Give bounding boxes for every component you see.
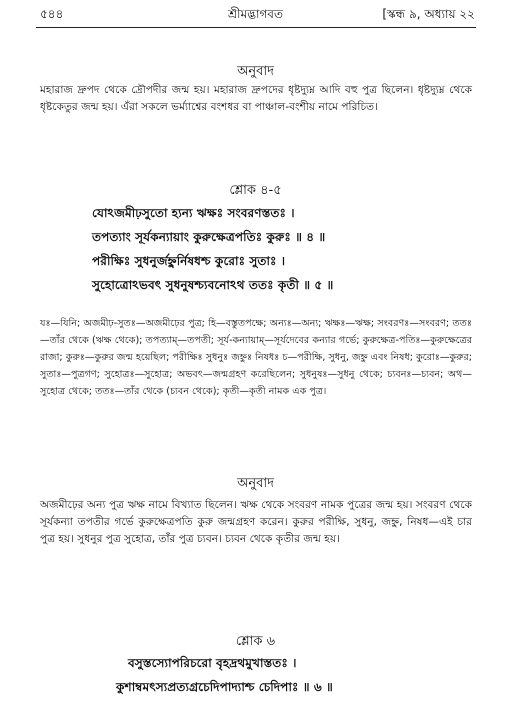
page-number: ৫৪৪: [40, 7, 64, 21]
translation-heading-2: অনুবাদ: [237, 476, 274, 491]
running-title: শ্রীমদ্ভাগবত: [227, 7, 283, 21]
chapter-reference: [স্কন্ধ ৯, অধ্যায় ২২: [382, 7, 475, 21]
header-rule: [36, 27, 476, 28]
verse-line-1: যোঽজমীঢ়সুতো হ্যন্য ঋক্ষঃ সংবরণস্ততঃ ।: [92, 206, 295, 220]
verse-heading-4-5: শ্লোক ৪-৫: [229, 183, 282, 198]
translation-text-1: মহারাজ দ্রুপদ থেকে দ্রৌপদীর জন্ম হয়। মহারাজ দ্রুপদের ধৃষ্টদ্যুম্ন আদি বহু পুত্র ছিলেন। ধৃষ্টদ্যুম্ন থেকে ধৃষ্টকেতুর জন্ম হয়। এঁরা সকলে ভর্ম্যাশ্বের বংশধর বা পাঞ্চাল-বংশীয় নামে পরিচিত।: [40, 84, 472, 113]
translation-heading-1: অনুবাদ: [237, 64, 274, 79]
word-for-word-synonyms: যঃ—যিনি; অজমীঢ়-সুতঃ—অজমীঢ়ের পুত্র; হি—বস্তুতপক্ষে; অন্যঃ—অন্য; ঋক্ষঃ—ঋক্ষ; সংবরণঃ—সংবরণ; ততঃ—তাঁর থেকে (ঋক্ষ থেকে); তপত্যাম্—তপতী; সূর্য-কন্যায়াম্—সূর্যদেবের কন্যার গর্ভে; কুরুক্ষেত্র-পতিঃ—কুরুক্ষেত্রের রাজা; কুরুঃ—কুরুর জন্ম হয়েছিল; পরীক্ষিঃ সুধনুঃ জহ্নুঃ নিষধঃ চ—পরীক্ষি, সুধনু, জহ্নু এবং নিষধ; কুরোঃ—কুরুর; সুতাঃ—পুত্রগণ; সুহোত্রঃ—সুহোত্র; অভবৎ—জন্মগ্রহণ করেছিলেন; সুধনুষঃ—সুধনু থেকে; চ্যবনঃ—চ্যবন; অথ—সুহোত্র থেকে; ততঃ—তাঁর থেকে (চ্যবন থেকে); কৃতী—কৃতী নামক এক পুত্র।: [40, 318, 472, 397]
verse-6-line-2: কুশাম্বমৎস্যপ্রত্যগ্রচেদিপাদ্যাশ্চ চেদিপাঃ ॥ ৬ ॥: [116, 680, 333, 694]
verse-line-3: পরীক্ষিঃ সুধনুর্জহ্নুর্নিষধশ্চ কুরোঃ সুতাঃ ।: [92, 254, 286, 268]
verse-heading-6: শ্লোক ৬: [235, 634, 276, 649]
translation-text-2: অজমীঢ়ের অন্য পুত্র ঋক্ষ নামে বিখ্যাত ছিলেন। ঋক্ষ থেকে সংবরণ নামক পুত্রের জন্ম হয়। সংবরণ থেকে সূর্যকন্যা তপতীর গর্ভে কুরুক্ষেত্রপতি কুরু জন্মগ্রহণ করেন। কুরুর পরীক্ষি, সুধনু, জহ্নু, নিষধ—এই চার পুত্র হয়। সুধনুর পুত্র সুহোত্র, তাঁর পুত্র চ্যবন। চ্যবন থেকে কৃতীর জন্ম হয়।: [40, 499, 472, 545]
verse-line-2: তপত্যাং সূর্যকন্যায়াং কুরুক্ষেত্রপতিঃ কুরুঃ ॥ ৪ ॥: [92, 230, 326, 244]
verse-6-line-1: বসুস্তস্যোপরিচরো বৃহদ্রথমুখাস্ততঃ ।: [128, 656, 297, 670]
verse-line-4: সুহোত্রোঽভবৎ সুধনুষশ্চ্যবনোঽথ ততঃ কৃতী ॥ ৫ ॥: [92, 278, 334, 292]
